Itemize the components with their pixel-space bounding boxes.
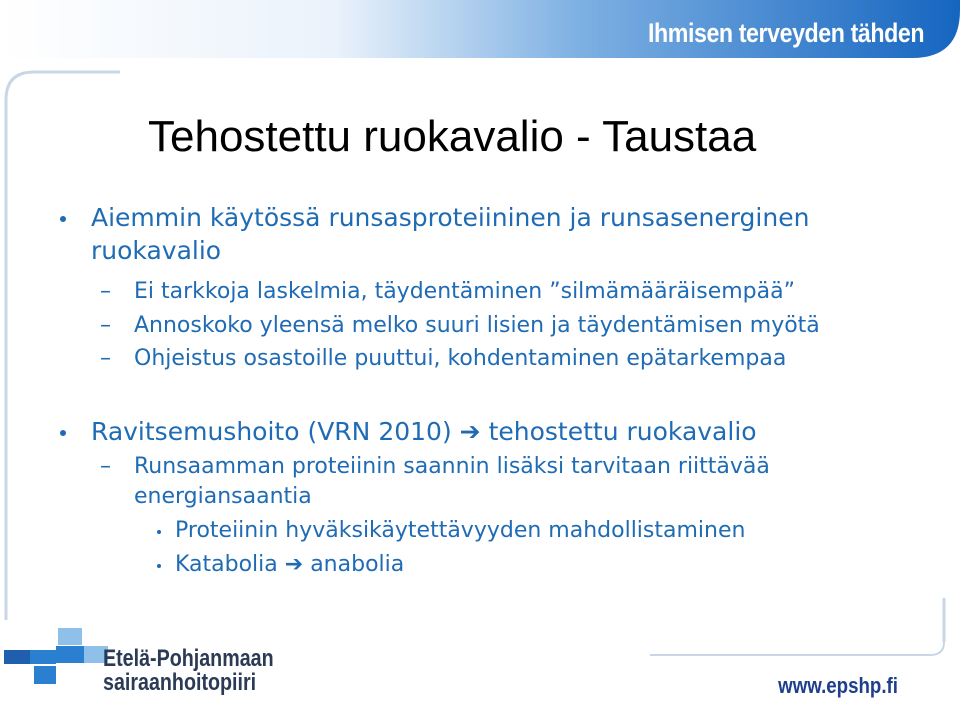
website-url: www.epshp.fi — [778, 673, 898, 698]
dash-marker: – — [100, 279, 111, 304]
sub-bullet-1: Ei tarkkoja laskelmia, täydentäminen ”silmämääräisempää” — [134, 279, 795, 304]
bullet-marker — [157, 564, 161, 568]
arrow-right-icon: ➔ — [284, 552, 304, 577]
sub-bullet-2: Annoskoko yleensä melko suuri lisien ja täydentämisen myötä — [134, 313, 820, 338]
bullet-marker — [60, 430, 66, 436]
bullet-2-text-end: tehostettu ruokavalio — [488, 417, 757, 446]
hospital-cross-logo-icon — [0, 624, 110, 694]
tagline: Ihmisen terveyden tähden — [647, 18, 924, 48]
org-name-line-1: Etelä-Pohjanmaan — [103, 645, 274, 672]
subsub-bullet-2-start: Katabolia — [175, 552, 278, 577]
bullet-marker — [157, 530, 161, 534]
sub-bullet-3: Ohjeistus osastoille puuttui, kohdentaminen epätarkempaa — [134, 346, 787, 371]
dash-marker: – — [100, 346, 111, 371]
bullet-1-text-continued: ruokavalio — [91, 236, 222, 265]
subsub-bullet-2 — [175, 552, 404, 577]
subsub-bullet-2-end: anabolia — [310, 552, 405, 577]
bullet-2-text-start: Ravitsemushoito (VRN 2010) — [91, 417, 452, 446]
slide-title: Tehostettu ruokavalio - Taustaa — [148, 112, 757, 161]
sub-bullet-4-continued: energiansaantia — [134, 484, 312, 509]
subsub-bullet-1: Proteiinin hyväksikäytettävyyden mahdollistaminen — [175, 518, 746, 543]
arrow-right-icon: ➔ — [459, 417, 481, 446]
bullet-1-text: Aiemmin käytössä runsasproteiininen ja runsasenerginen — [91, 203, 810, 232]
bullet-marker — [60, 216, 66, 222]
dash-marker: – — [100, 454, 111, 479]
bullet-2-text — [91, 417, 757, 446]
dash-marker: – — [100, 313, 111, 338]
org-name-line-2: sairaanhoitopiiri — [103, 669, 257, 696]
sub-bullet-4: Runsaamman proteiinin saannin lisäksi tarvitaan riittävää — [134, 454, 770, 479]
